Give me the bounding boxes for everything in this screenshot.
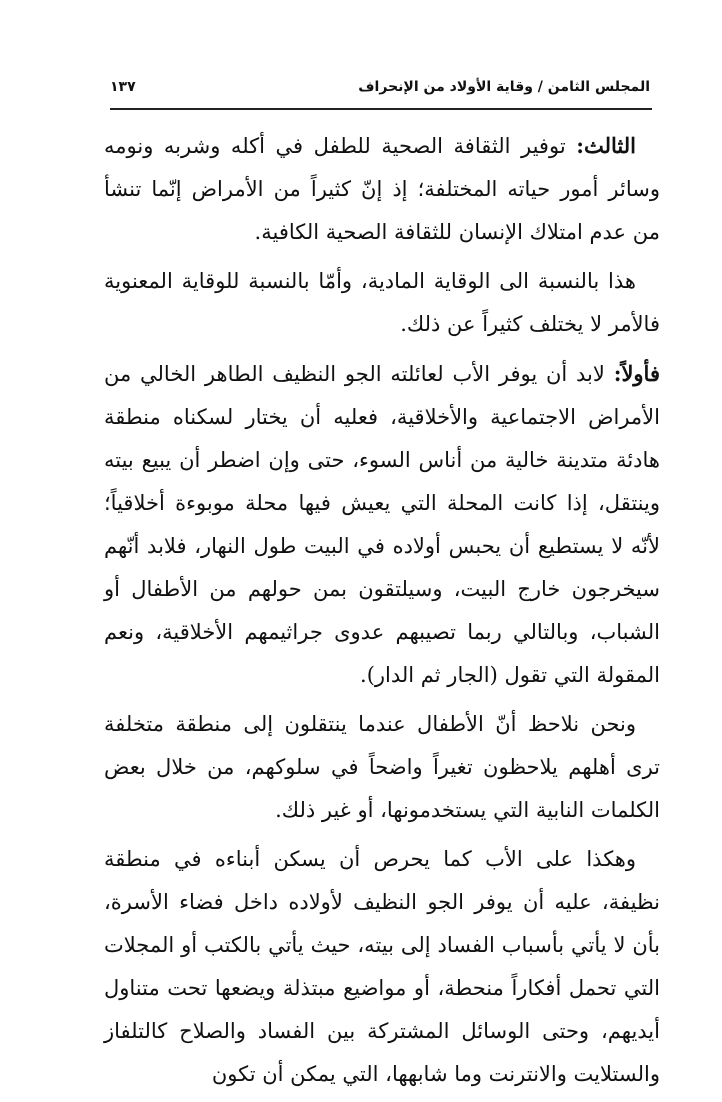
paragraph [104,838,660,1096]
paragraph-text: هذا بالنسبة الى الوقاية المادية، وأمّا بالنسبة للوقاية المعنوية فالأمر لا يختلف كثيراً عن ذلك. [104,269,660,336]
paragraph [104,352,660,697]
chapter-title: المجلس الثامن / وقاية الأولاد من الإنحراف [358,79,650,95]
body-text [104,124,660,1102]
paragraph [104,260,660,346]
paragraph-lead: الثالث: [576,133,636,158]
paragraph-text: ونحن نلاحظ أنّ الأطفال عندما ينتقلون إلى منطقة متخلفة ترى أهلهم يلاحظون تغيراً واضحاً في سلوكهم، من خلال بعض الكلمات النابية التي يستخدمونها، أو غير ذلك. [104,712,660,822]
paragraph-lead: فأولاً: [613,361,660,386]
paragraph-text: وهكذا على الأب كما يحرص أن يسكن أبناءه في منطقة نظيفة، عليه أن يوفر الجو النظيف لأولاده داخل فضاء الأسرة، بأن لا يأتي بأسباب الفساد إلى بيته، حيث يأتي بالكتب أو المجلات التي تحمل أفكاراً منحطة، أو مواضيع مبتذلة ويضعها تحت متناول أيديهم، وحتى الوسائل المشتركة بين الفساد والصلاح كالتلفاز والستلايت والانترنت وما شابهها، التي يمكن أن تكون [104,847,660,1086]
page-number: ١٣٧ [110,79,136,95]
paragraph [104,703,660,832]
paragraph-text: لابد أن يوفر الأب لعائلته الجو النظيف الطاهر الخالي من الأمراض الاجتماعية والأخلاقية، فعليه أن يختار لسكناه منطقة هادئة متدينة خالية من أناس السوء، حتى وإن اضطر أن يبيع بيته وينتقل، إذا كانت المحلة التي يعيش فيها محلة موبوءة أخلاقياً؛ لأنّه لا يستطيع أن يحبس أولاده في البيت طول النهار، فلابد أنّهم سيخرجون خارج البيت، وسيلتقون بمن حولهم من الأطفال أو الشباب، وبالتالي ربما تصيبهم عدوى جراثيمهم الأخلاقية، ونعم المقولة التي تقول (الجار ثم الدار). [104,362,660,687]
header-divider [110,108,652,110]
page-header [110,70,650,104]
paragraph-text: توفير الثقافة الصحية للطفل في أكله وشربه ونومه وسائر أمور حياته المختلفة؛ إذ إنّ كثيراً من الأمراض إنّما تنشأ من عدم امتلاك الإنسان للثقافة الصحية الكافية. [104,134,660,244]
paragraph [104,124,660,254]
